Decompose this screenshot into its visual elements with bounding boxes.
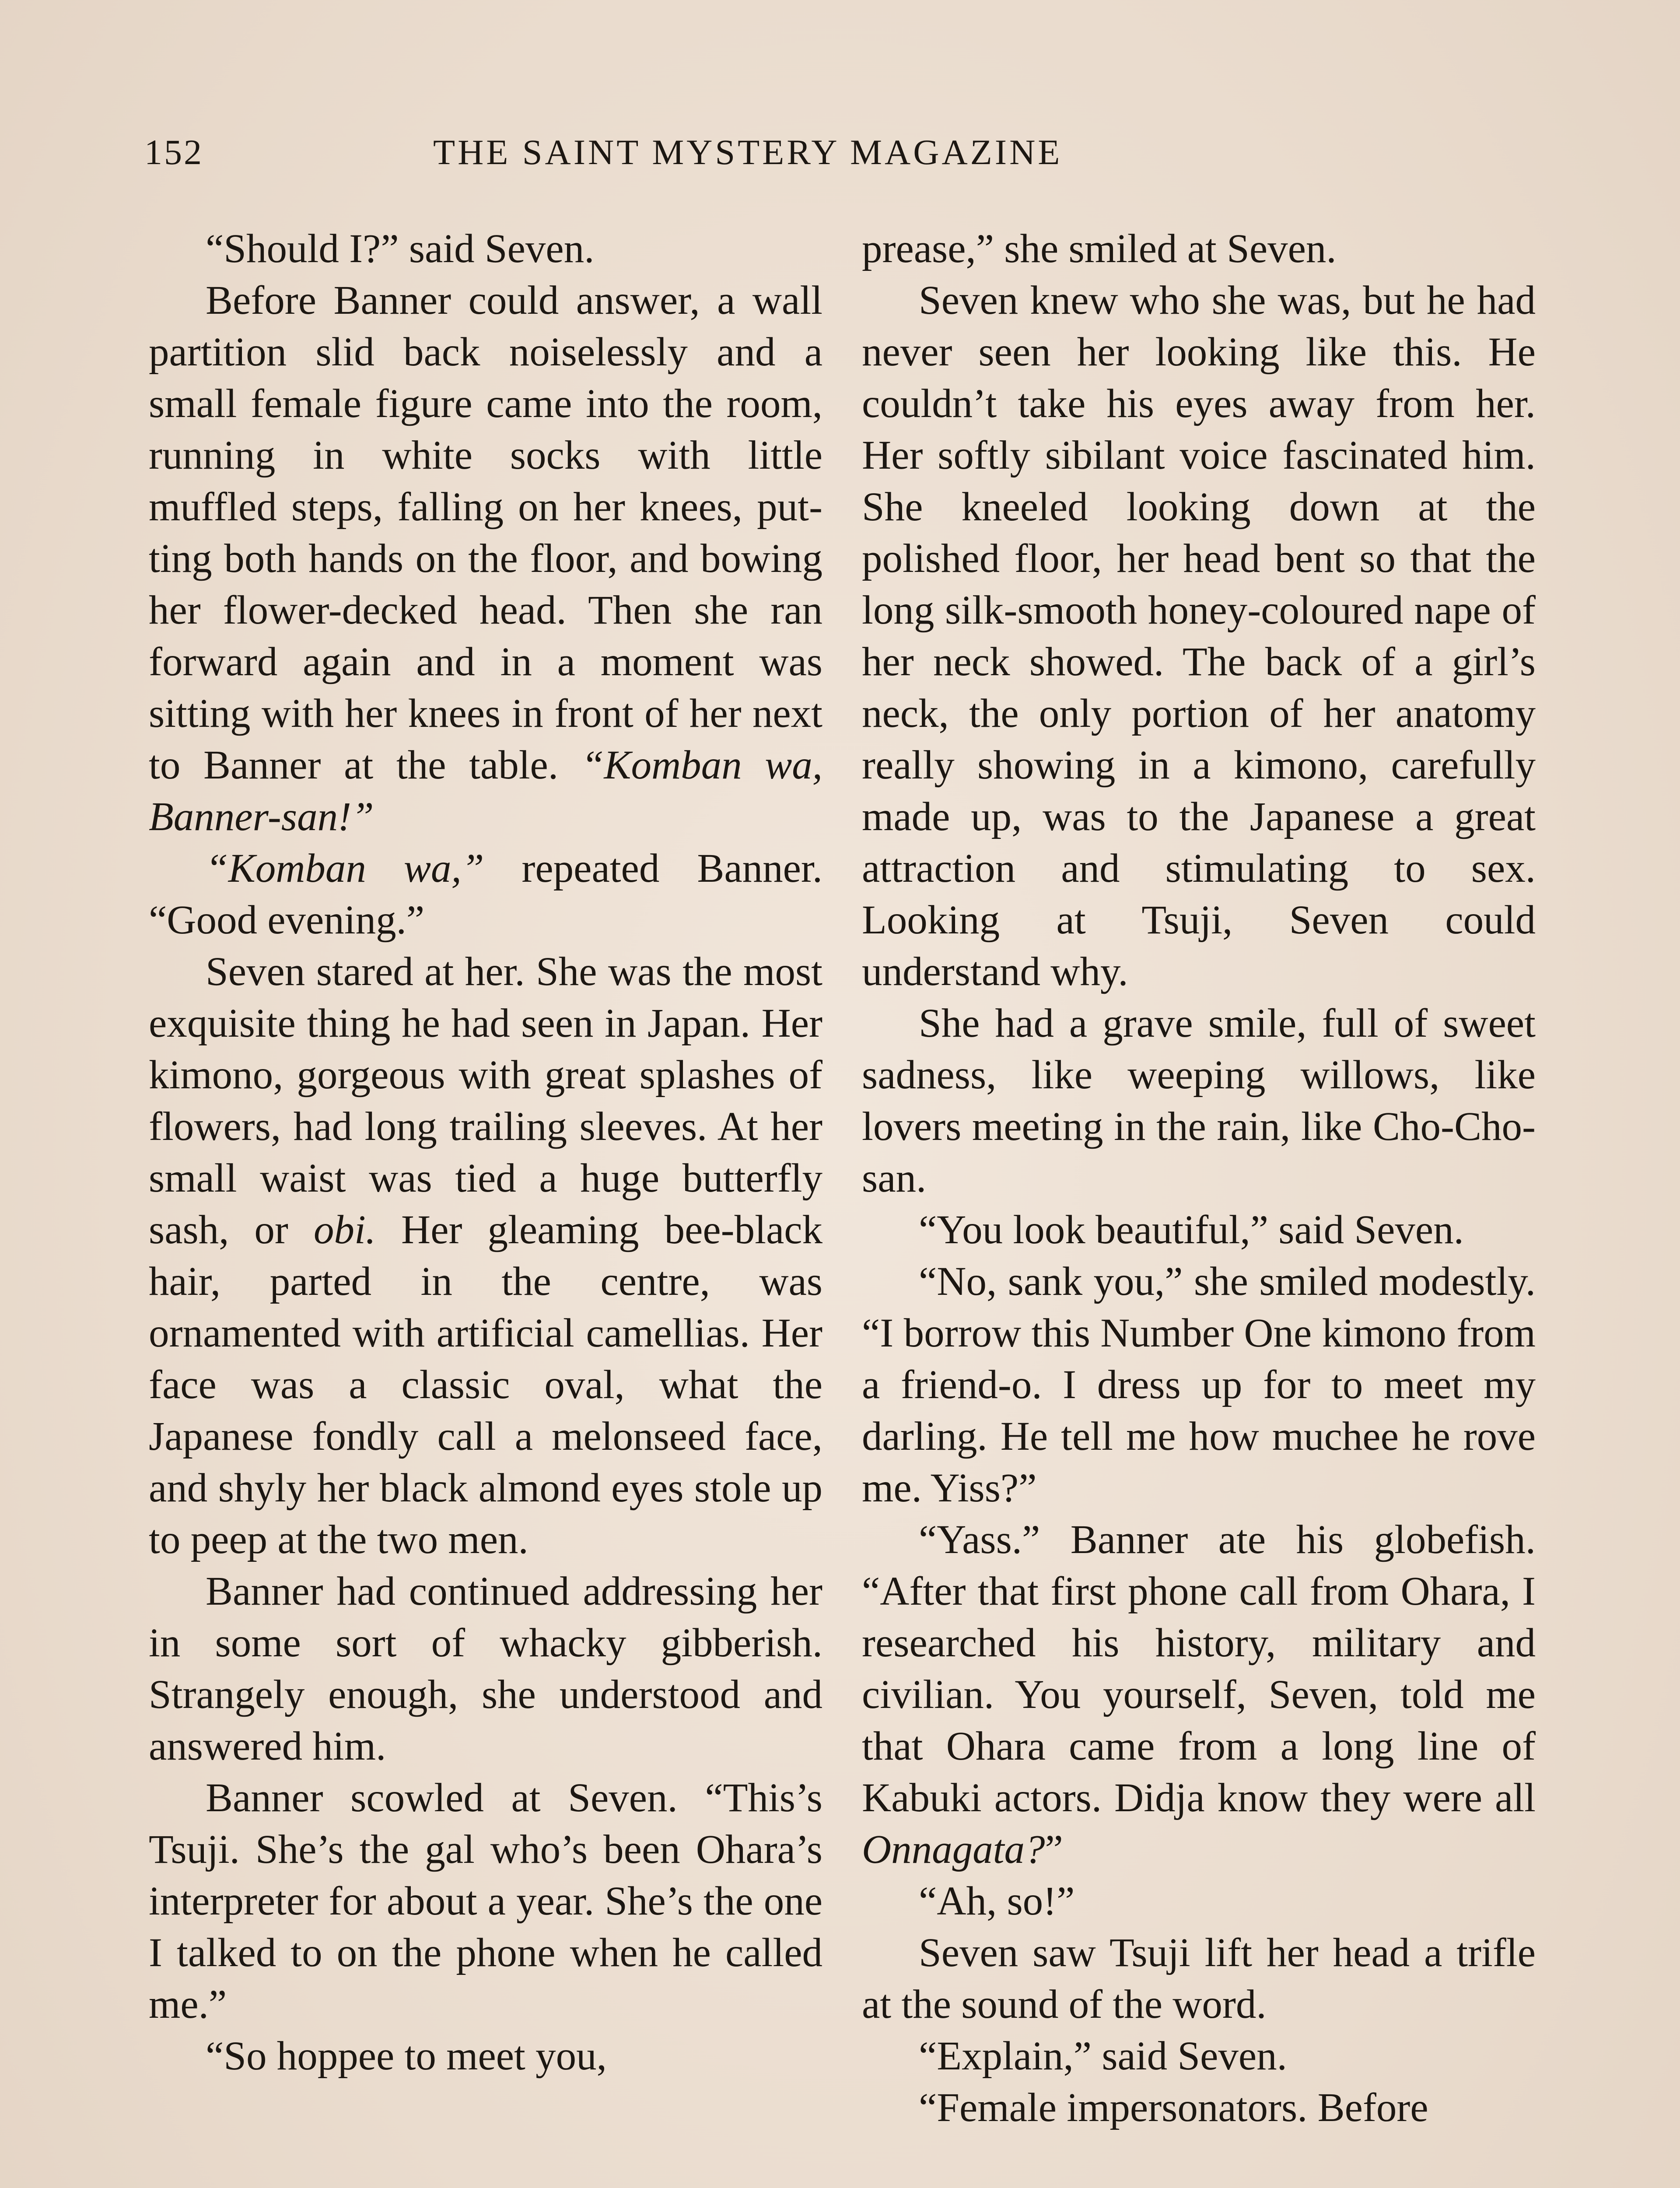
paragraph	[862, 1514, 1536, 1876]
italic-text: “Komban wa, Banner-san!”	[149, 743, 822, 839]
text-run: “Explain,” said Seven.	[919, 2034, 1287, 2079]
italic-text: “Komban wa,”	[206, 846, 484, 891]
text-run: “Female impersonators. Before	[919, 2085, 1428, 2130]
italic-text: Onnagata?	[862, 1827, 1045, 1872]
right-text-column	[862, 223, 1536, 2134]
paragraph	[149, 275, 822, 843]
italic-text: obi.	[313, 1207, 376, 1252]
paragraph	[862, 998, 1536, 1204]
text-run: Seven saw Tsuji lift her head a trifle at the sound of the word.	[862, 1930, 1536, 2027]
paragraph	[862, 1876, 1536, 1927]
text-run: Her gleaming bee-black hair, parted in the centre, was ornamented with artificial camellias. Her face was a classic oval, what the Japanese fondly call a melonseed face, and shyly her black almond eyes stole up to peep at the two men.	[149, 1207, 822, 1562]
text-run: She had a grave smile, full of sweet sadness, like weeping willows, like lovers meeting in the rain, like Cho-Cho-san.	[862, 1001, 1536, 1201]
page-number: 152	[144, 132, 203, 172]
paragraph	[149, 946, 822, 1566]
running-head	[144, 126, 1536, 179]
text-run: Seven knew who she was, but he had never seen her looking like this. He couldn’t take his eyes away from her. Her softly sibilant voice fascinated him. She kneeled looking down at the polished floor, her head bent so that the long silk-smooth honey-coloured nape of her neck showed. The back of a girl’s neck, the only portion of her anatomy really showing in a kimono, carefully made up, was to the Japanese a great attraction and stimulating to sex. Looking at Tsuji, Seven could understand why.	[862, 278, 1536, 994]
paragraph	[149, 1566, 822, 1772]
text-run: “Should I?” said Seven.	[206, 226, 595, 271]
paragraph	[862, 1927, 1536, 2030]
text-run: Banner scowled at Seven. “This’s Tsuji. She’s the gal who’s been Ohara’s interpreter for about a year. She’s the one I talked to on the phone when he called me.”	[149, 1775, 822, 2027]
paragraph	[862, 2082, 1536, 2134]
text-run: “Yass.” Banner ate his globefish. “After that first phone call from Ohara, I researched his history, military and civilian. You yourself, Seven, told me that Ohara came from a long line of Kabuki actors. Didja know they were all	[862, 1517, 1536, 1820]
paragraph	[149, 843, 822, 946]
paragraph	[862, 223, 1536, 275]
text-run: prease,” she smiled at Seven.	[862, 226, 1337, 271]
text-run: “So hoppee to meet you,	[206, 2034, 607, 2079]
text-run: Seven stared at her. She was the most exquisite thing he had seen in Japan. Her kimono, gorgeous with great splashes of flowers, had long trailing sleeves. At her small waist was tied a huge butterfly sash, or	[149, 949, 822, 1252]
paragraph	[862, 2030, 1536, 2082]
paragraph	[149, 2030, 822, 2082]
paragraph	[149, 223, 822, 275]
magazine-title: THE SAINT MYSTERY MAGAZINE	[433, 132, 1063, 172]
paragraph	[862, 275, 1536, 998]
text-run: Banner had continued addressing her in some sort of whacky gibberish. Strangely enough, she understood and answered him.	[149, 1569, 822, 1769]
text-run: repeated Banner. “Good evening.”	[149, 846, 823, 943]
paragraph	[149, 1772, 822, 2030]
text-run: “Ah, so!”	[919, 1879, 1075, 1924]
text-run: ”	[1045, 1827, 1063, 1872]
text-run: “You look beautiful,” said Seven.	[919, 1207, 1464, 1252]
text-run: “No, sank you,” she smiled modestly. “I borrow this Number One kimono from a friend-o. I dress up for to meet my darling. He tell me how muchee he rove me. Yiss?”	[862, 1259, 1536, 1511]
text-run: Before Banner could answer, a wall partition slid back noiselessly and a small female figure came into the room, running in white socks with little muffled steps, falling on her knees, putting both hands on the floor, and bowing her flower-decked head. Then she ran forward again and in a moment was sitting with her knees in front of her next to Banner at the table.	[149, 278, 822, 788]
paragraph	[862, 1204, 1536, 1256]
paragraph	[862, 1256, 1536, 1514]
left-text-column	[149, 223, 822, 2082]
